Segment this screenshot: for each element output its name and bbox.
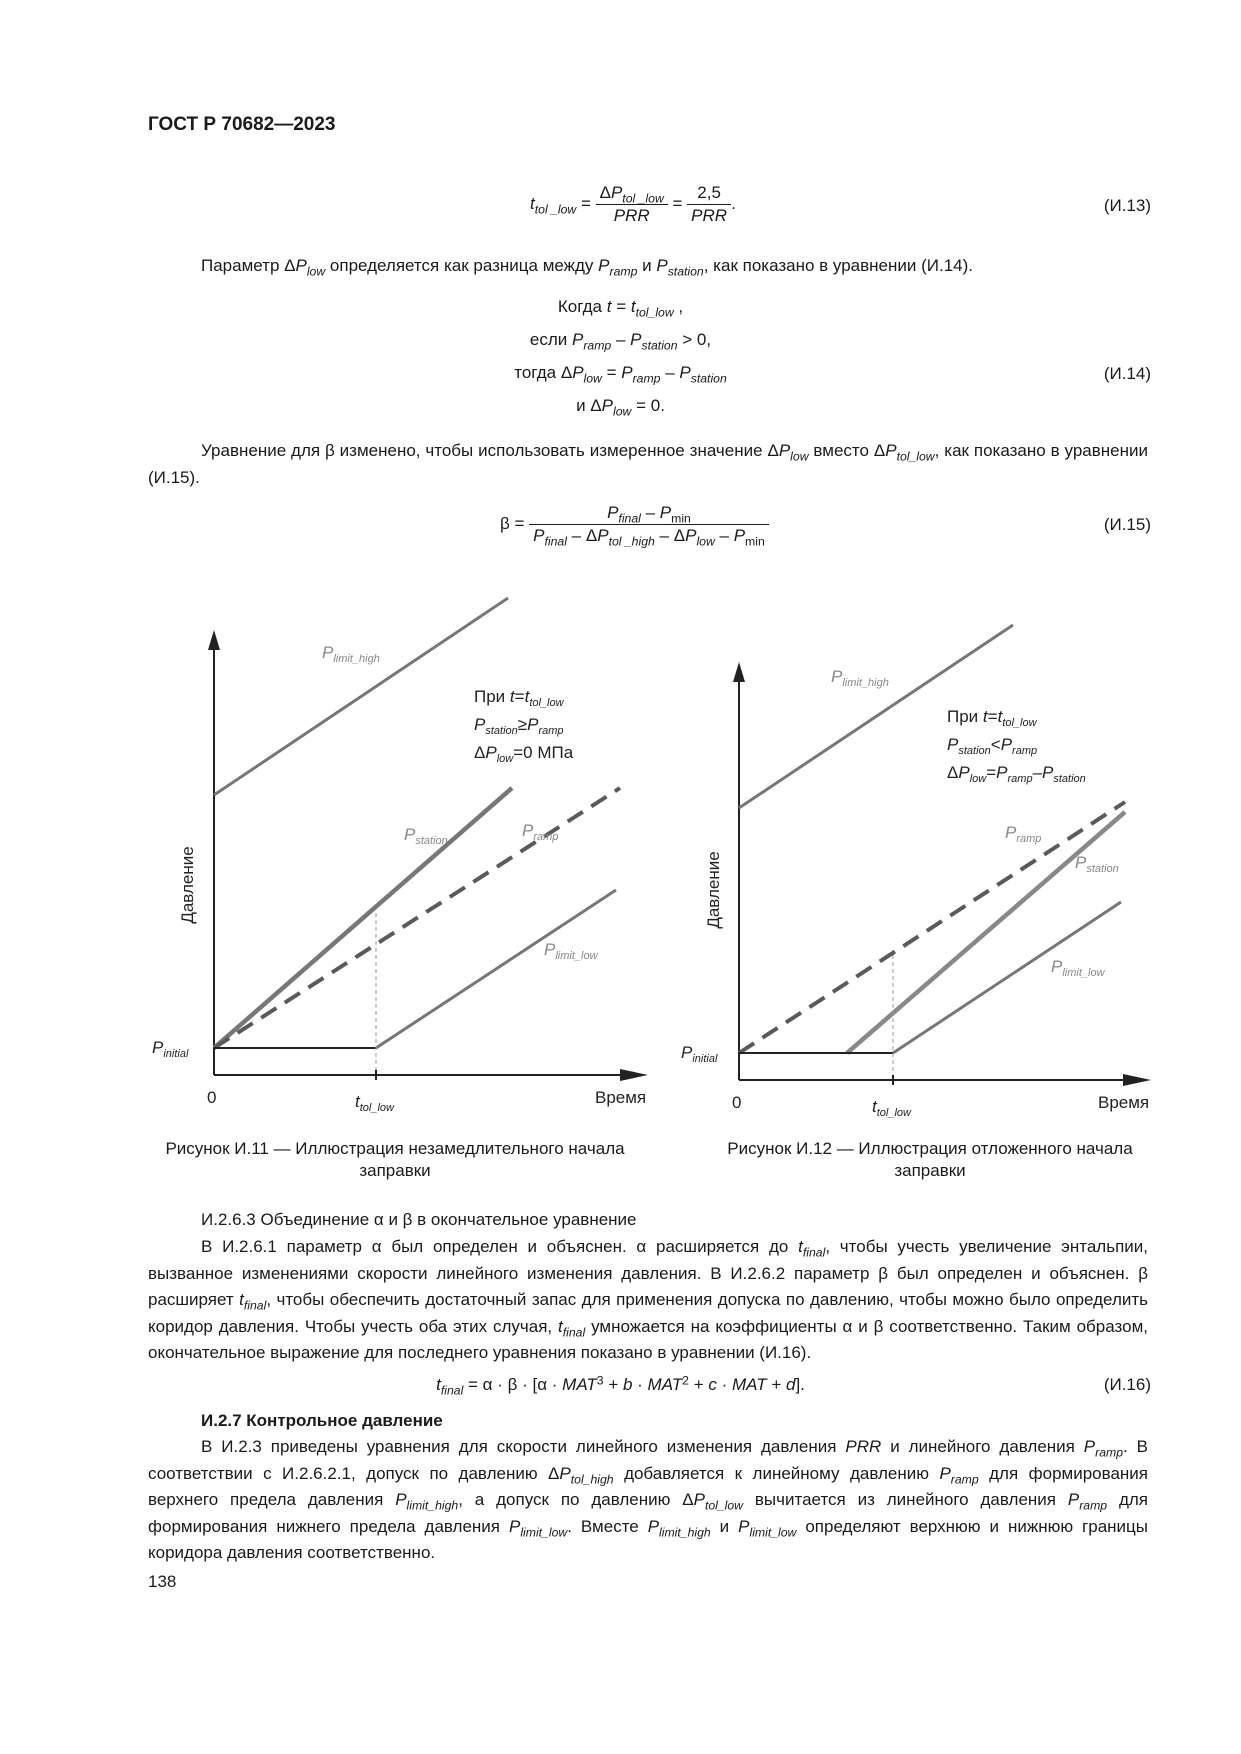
equation-15: β = $\frac{P_{final} - P_{min}}{P_{final} - \Delta P_{tol \_high} - \Delta P_{low} - P_{min}}$: [500, 502, 769, 547]
p-limit-low-label: $P_{limit\_low}$: [544, 940, 598, 962]
ylabel: Давление: [704, 851, 723, 929]
p-station-label: $P_{station}$: [1075, 853, 1119, 875]
t-tol-low-label: $t_{tol\_low}$: [355, 1092, 394, 1114]
document-code: ГОСТ Р 70682—2023: [148, 114, 336, 135]
p-station-line: [847, 812, 1125, 1053]
t-tol-low-label: $t_{tol\_low}$: [872, 1097, 911, 1119]
y-axis-arrow: [208, 630, 220, 650]
p-limit-high-line: [214, 598, 508, 795]
p-ramp-label: $P_{ramp}$: [1005, 823, 1042, 845]
p-ramp-label: $P_{ramp}$: [522, 821, 559, 843]
p-limit-low-label: $P_{limit\_low}$: [1051, 957, 1105, 979]
xlabel: Время: [595, 1088, 647, 1107]
note-line-3: $\Delta P_{low}=0$ МПа: [474, 743, 574, 765]
p-station-line: [214, 788, 512, 1048]
equation-14: Когда $t = t_{tol\_low}$ , если $P_{ramp} - P_{station} > 0$, тогда $\Delta P_{low} = P_{ramp} - P_{station}$ и $\Delta P_{low} = 0$.: [514, 297, 727, 419]
p-ramp-line: [214, 788, 620, 1048]
section-27-heading: И.2.7 Контрольное давление: [201, 1411, 443, 1430]
note-line-2: $P_{station}<P_{ramp}$: [947, 735, 1038, 757]
paragraph-p3: В И.2.6.1 параметр α был определен и объяснен. α расширяется до $t_{final}$, чтобы учесть увеличение энтальпии, вызванное изменениями скорости линейного изменения давления. В И.2.6.2 параметр β был определен и объяснен. β расширяет $t_{final}$, чтобы обеспечить достаточный запас для применения допуска по давлению, чтобы можно было определить коридор давления. Чтобы учесть оба этих случая, $t_{final}$ умножается на коэффициенты α и β соответственно. Таким образом, окончательное выражение для последнего уравнения показано в уравнении (И.16).: [148, 1237, 1149, 1362]
p-limit-high-label: $P_{limit\_high}$: [322, 643, 380, 665]
equation-number-14: (И.14): [1103, 364, 1151, 383]
y-axis-arrow: [733, 662, 745, 682]
equation-number-15: (И.15): [1103, 515, 1151, 534]
p-limit-high-label: $P_{limit\_high}$: [831, 667, 889, 689]
note-line-3: $\Delta P_{low}=P_{ramp}-P_{station}$: [947, 763, 1086, 785]
p-limit-low-slope: [376, 890, 616, 1048]
equation-number-16: (И.16): [1103, 1375, 1151, 1394]
note-line-1: При $t=t_{tol\_low}$: [474, 687, 564, 709]
note-line-2: $P_{station}\ge P_{ramp}$: [474, 715, 564, 737]
page-number: 138: [148, 1572, 177, 1591]
x-axis-arrow: [620, 1069, 648, 1081]
p-initial-label: $P_{initial}$: [152, 1038, 189, 1060]
equation-13: $t_{tol \_low}$ = $\frac{\Delta P_{tol \_low}}{\text{PRR}}$ = $\frac{2,5}{\text{PRR}}$ .: [530, 183, 736, 225]
xlabel: Время: [1098, 1093, 1150, 1112]
origin-label: 0: [207, 1088, 217, 1107]
origin-label: 0: [732, 1093, 742, 1112]
equation-16: $t_{final} = \alpha \cdot \beta \cdot [\alpha \cdot MAT^3 + b \cdot MAT^2 + c$ · MAT + d].: [436, 1373, 805, 1398]
figure-11-caption: Рисунок И.11 — Иллюстрация незамедлительного начала заправки: [165, 1139, 625, 1180]
ylabel: Давление: [178, 846, 197, 924]
section-263-heading: И.2.6.3 Объединение α и β в окончательное уравнение: [201, 1210, 637, 1229]
figure-12: [665, 590, 1185, 1130]
equation-number-13: (И.13): [1103, 196, 1151, 215]
note-line-1: При $t=t_{tol\_low}$: [947, 707, 1037, 729]
paragraph-p1: Параметр $\Delta P_{low}$ определяется как разница между $P_{ramp}$ и $P_{station}$, как показано в уравнении (И.14).: [201, 256, 974, 279]
p-ramp-line: [739, 802, 1125, 1053]
paragraph-p4: В И.2.3 приведены уравнения для скорости линейного изменения давления PRR и линейного давления $P_{ramp}$. В соответствии с И.2.6.2.1, допуск по давлению $\Delta P_{tol\_high}$ добавляется к линейному давлению $P_{ramp}$ для формирования верхнего предела давления $P_{limit\_high}$, а допуск по давлению $\Delta P_{tol\_low}$ вычитается из линейного давления $P_{ramp}$ для формирования нижнего предела давления $P_{limit\_low}$. Вместе $P_{limit\_high}$ и $P_{limit\_low}$ определяют верхнюю и нижнюю границы коридора давления соответственно.: [148, 1437, 1148, 1562]
p-initial-label: $P_{initial}$: [681, 1043, 718, 1065]
p-station-label: $P_{station}$: [404, 825, 448, 847]
paragraph-p2: Уравнение для β изменено, чтобы использовать измеренное значение $\Delta P_{low}$ вместо $\Delta P_{tol\_low}$, как показано в уравнении (И.15).: [148, 441, 1148, 487]
figure-11: [140, 590, 660, 1130]
figure-12-caption: Рисунок И.12 — Иллюстрация отложенного начала заправки: [727, 1139, 1133, 1180]
x-axis-arrow: [1123, 1074, 1151, 1086]
